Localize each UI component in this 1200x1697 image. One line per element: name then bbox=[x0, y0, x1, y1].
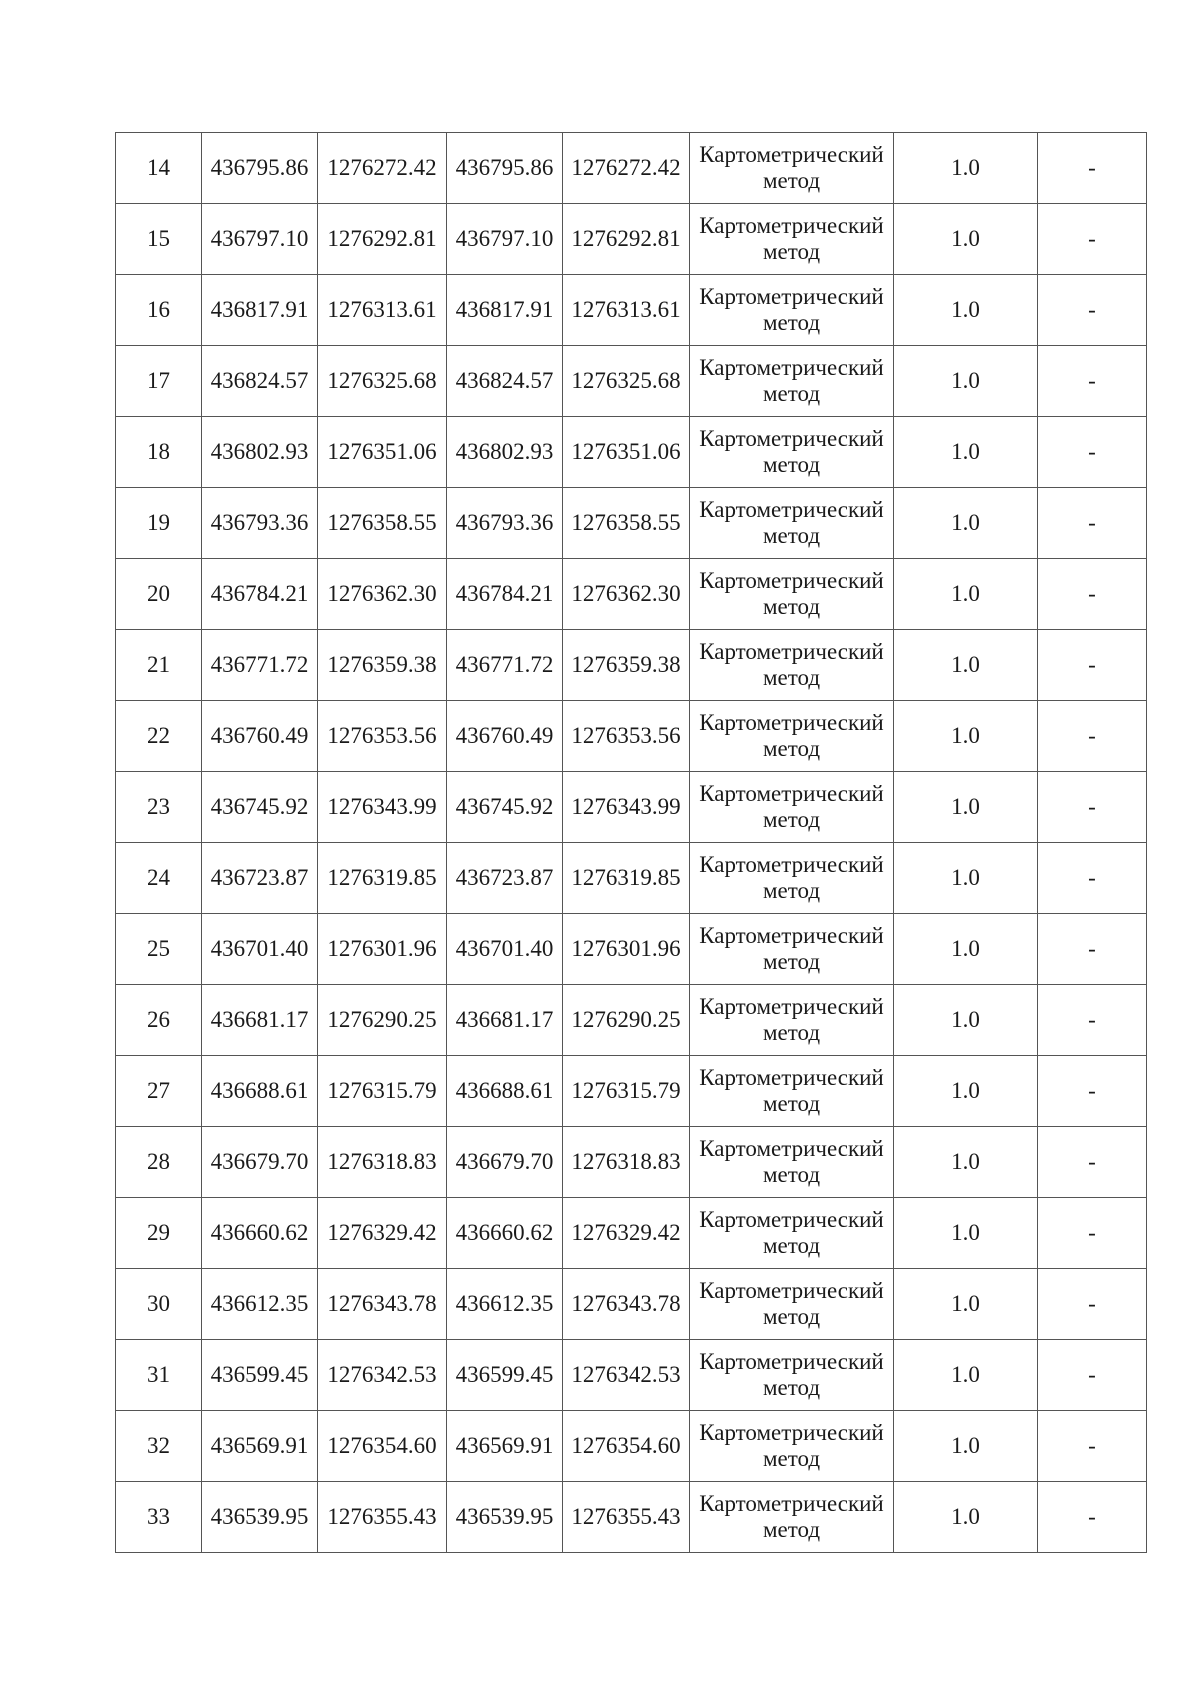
new-x-cell: 436701.40 bbox=[447, 914, 563, 985]
accuracy-cell: 1.0 bbox=[894, 772, 1038, 843]
description-cell: - bbox=[1038, 1198, 1147, 1269]
existing-y-cell: 1276359.38 bbox=[318, 630, 447, 701]
description-cell: - bbox=[1038, 1269, 1147, 1340]
description-cell: - bbox=[1038, 1340, 1147, 1411]
point-number-cell: 19 bbox=[116, 488, 202, 559]
new-y-cell: 1276325.68 bbox=[563, 346, 690, 417]
existing-y-cell: 1276355.43 bbox=[318, 1482, 447, 1553]
new-y-cell: 1276290.25 bbox=[563, 985, 690, 1056]
new-y-cell: 1276343.78 bbox=[563, 1269, 690, 1340]
existing-x-cell: 436723.87 bbox=[202, 843, 318, 914]
new-x-cell: 436539.95 bbox=[447, 1482, 563, 1553]
existing-y-cell: 1276354.60 bbox=[318, 1411, 447, 1482]
existing-y-cell: 1276292.81 bbox=[318, 204, 447, 275]
accuracy-cell: 1.0 bbox=[894, 1198, 1038, 1269]
description-cell: - bbox=[1038, 914, 1147, 985]
existing-x-cell: 436771.72 bbox=[202, 630, 318, 701]
method-line-2: метод bbox=[762, 1375, 821, 1400]
accuracy-cell: 1.0 bbox=[894, 1269, 1038, 1340]
method-cell bbox=[690, 630, 894, 701]
method-line-2: метод bbox=[762, 1304, 821, 1329]
method-line-1: Картометрический bbox=[699, 781, 884, 806]
new-y-cell: 1276342.53 bbox=[563, 1340, 690, 1411]
description-cell: - bbox=[1038, 346, 1147, 417]
existing-y-cell: 1276272.42 bbox=[318, 133, 447, 204]
existing-y-cell: 1276353.56 bbox=[318, 701, 447, 772]
method-line-1: Картометрический bbox=[699, 1136, 884, 1161]
new-x-cell: 436824.57 bbox=[447, 346, 563, 417]
accuracy-cell: 1.0 bbox=[894, 133, 1038, 204]
existing-y-cell: 1276343.78 bbox=[318, 1269, 447, 1340]
existing-x-cell: 436688.61 bbox=[202, 1056, 318, 1127]
method-cell bbox=[690, 1411, 894, 1482]
point-number-cell: 18 bbox=[116, 417, 202, 488]
table-row bbox=[116, 204, 1147, 275]
point-number-cell: 16 bbox=[116, 275, 202, 346]
existing-y-cell: 1276325.68 bbox=[318, 346, 447, 417]
existing-y-cell: 1276319.85 bbox=[318, 843, 447, 914]
existing-x-cell: 436797.10 bbox=[202, 204, 318, 275]
accuracy-cell: 1.0 bbox=[894, 1482, 1038, 1553]
accuracy-cell: 1.0 bbox=[894, 1411, 1038, 1482]
accuracy-cell: 1.0 bbox=[894, 559, 1038, 630]
table-row bbox=[116, 1056, 1147, 1127]
method-line-2: метод bbox=[762, 523, 821, 548]
point-number-cell: 31 bbox=[116, 1340, 202, 1411]
method-line-2: метод bbox=[762, 594, 821, 619]
existing-y-cell: 1276351.06 bbox=[318, 417, 447, 488]
existing-x-cell: 436679.70 bbox=[202, 1127, 318, 1198]
new-y-cell: 1276301.96 bbox=[563, 914, 690, 985]
method-line-2: метод bbox=[762, 381, 821, 406]
accuracy-cell: 1.0 bbox=[894, 701, 1038, 772]
existing-y-cell: 1276329.42 bbox=[318, 1198, 447, 1269]
existing-y-cell: 1276318.83 bbox=[318, 1127, 447, 1198]
existing-x-cell: 436599.45 bbox=[202, 1340, 318, 1411]
method-line-1: Картометрический bbox=[699, 284, 884, 309]
existing-x-cell: 436824.57 bbox=[202, 346, 318, 417]
new-x-cell: 436793.36 bbox=[447, 488, 563, 559]
method-cell bbox=[690, 417, 894, 488]
point-number-cell: 17 bbox=[116, 346, 202, 417]
table-row bbox=[116, 488, 1147, 559]
new-y-cell: 1276343.99 bbox=[563, 772, 690, 843]
point-number-cell: 30 bbox=[116, 1269, 202, 1340]
table-row bbox=[116, 630, 1147, 701]
table-row bbox=[116, 1411, 1147, 1482]
table-row bbox=[116, 985, 1147, 1056]
point-number-cell: 28 bbox=[116, 1127, 202, 1198]
description-cell: - bbox=[1038, 559, 1147, 630]
new-x-cell: 436599.45 bbox=[447, 1340, 563, 1411]
method-line-2: метод bbox=[762, 736, 821, 761]
method-line-2: метод bbox=[762, 1233, 821, 1258]
method-line-2: метод bbox=[762, 168, 821, 193]
description-cell: - bbox=[1038, 1411, 1147, 1482]
existing-y-cell: 1276342.53 bbox=[318, 1340, 447, 1411]
new-x-cell: 436660.62 bbox=[447, 1198, 563, 1269]
method-line-2: метод bbox=[762, 1091, 821, 1116]
accuracy-cell: 1.0 bbox=[894, 1127, 1038, 1198]
accuracy-cell: 1.0 bbox=[894, 1056, 1038, 1127]
point-number-cell: 26 bbox=[116, 985, 202, 1056]
existing-y-cell: 1276290.25 bbox=[318, 985, 447, 1056]
new-y-cell: 1276355.43 bbox=[563, 1482, 690, 1553]
existing-x-cell: 436793.36 bbox=[202, 488, 318, 559]
point-number-cell: 32 bbox=[116, 1411, 202, 1482]
description-cell: - bbox=[1038, 488, 1147, 559]
accuracy-cell: 1.0 bbox=[894, 1340, 1038, 1411]
new-x-cell: 436569.91 bbox=[447, 1411, 563, 1482]
method-line-2: метод bbox=[762, 665, 821, 690]
method-line-1: Картометрический bbox=[699, 213, 884, 238]
method-cell bbox=[690, 275, 894, 346]
point-number-cell: 27 bbox=[116, 1056, 202, 1127]
new-y-cell: 1276313.61 bbox=[563, 275, 690, 346]
method-line-1: Картометрический bbox=[699, 923, 884, 948]
new-y-cell: 1276351.06 bbox=[563, 417, 690, 488]
description-cell: - bbox=[1038, 204, 1147, 275]
table-row bbox=[116, 701, 1147, 772]
existing-x-cell: 436802.93 bbox=[202, 417, 318, 488]
method-line-1: Картометрический bbox=[699, 142, 884, 167]
description-cell: - bbox=[1038, 275, 1147, 346]
method-cell bbox=[690, 843, 894, 914]
new-x-cell: 436679.70 bbox=[447, 1127, 563, 1198]
method-line-1: Картометрический bbox=[699, 994, 884, 1019]
new-y-cell: 1276362.30 bbox=[563, 559, 690, 630]
method-line-1: Картометрический bbox=[699, 1491, 884, 1516]
table-row bbox=[116, 1482, 1147, 1553]
existing-y-cell: 1276313.61 bbox=[318, 275, 447, 346]
method-line-1: Картометрический bbox=[699, 568, 884, 593]
new-x-cell: 436681.17 bbox=[447, 985, 563, 1056]
method-line-1: Картометрический bbox=[699, 1065, 884, 1090]
description-cell: - bbox=[1038, 985, 1147, 1056]
method-line-1: Картометрический bbox=[699, 1207, 884, 1232]
method-cell bbox=[690, 772, 894, 843]
accuracy-cell: 1.0 bbox=[894, 488, 1038, 559]
method-cell bbox=[690, 1056, 894, 1127]
existing-y-cell: 1276301.96 bbox=[318, 914, 447, 985]
method-cell bbox=[690, 1198, 894, 1269]
existing-y-cell: 1276362.30 bbox=[318, 559, 447, 630]
method-cell bbox=[690, 1127, 894, 1198]
existing-x-cell: 436817.91 bbox=[202, 275, 318, 346]
method-cell bbox=[690, 914, 894, 985]
new-x-cell: 436802.93 bbox=[447, 417, 563, 488]
new-y-cell: 1276319.85 bbox=[563, 843, 690, 914]
point-number-cell: 33 bbox=[116, 1482, 202, 1553]
new-y-cell: 1276358.55 bbox=[563, 488, 690, 559]
accuracy-cell: 1.0 bbox=[894, 204, 1038, 275]
method-line-1: Картометрический bbox=[699, 710, 884, 735]
description-cell: - bbox=[1038, 1482, 1147, 1553]
accuracy-cell: 1.0 bbox=[894, 985, 1038, 1056]
existing-x-cell: 436660.62 bbox=[202, 1198, 318, 1269]
description-cell: - bbox=[1038, 843, 1147, 914]
description-cell: - bbox=[1038, 701, 1147, 772]
table-row bbox=[116, 275, 1147, 346]
point-number-cell: 23 bbox=[116, 772, 202, 843]
description-cell: - bbox=[1038, 1127, 1147, 1198]
table-row bbox=[116, 772, 1147, 843]
accuracy-cell: 1.0 bbox=[894, 843, 1038, 914]
new-y-cell: 1276272.42 bbox=[563, 133, 690, 204]
existing-x-cell: 436569.91 bbox=[202, 1411, 318, 1482]
new-x-cell: 436784.21 bbox=[447, 559, 563, 630]
description-cell: - bbox=[1038, 1056, 1147, 1127]
method-cell bbox=[690, 1269, 894, 1340]
new-x-cell: 436771.72 bbox=[447, 630, 563, 701]
method-line-1: Картометрический bbox=[699, 1278, 884, 1303]
method-line-1: Картометрический bbox=[699, 355, 884, 380]
table-row bbox=[116, 1198, 1147, 1269]
method-line-2: метод bbox=[762, 310, 821, 335]
new-x-cell: 436723.87 bbox=[447, 843, 563, 914]
point-number-cell: 21 bbox=[116, 630, 202, 701]
existing-x-cell: 436795.86 bbox=[202, 133, 318, 204]
table-row bbox=[116, 346, 1147, 417]
method-line-2: метод bbox=[762, 239, 821, 264]
method-line-2: метод bbox=[762, 1517, 821, 1542]
table-row bbox=[116, 843, 1147, 914]
method-line-1: Картометрический bbox=[699, 426, 884, 451]
accuracy-cell: 1.0 bbox=[894, 346, 1038, 417]
new-x-cell: 436612.35 bbox=[447, 1269, 563, 1340]
existing-x-cell: 436539.95 bbox=[202, 1482, 318, 1553]
method-cell bbox=[690, 985, 894, 1056]
existing-x-cell: 436745.92 bbox=[202, 772, 318, 843]
method-cell bbox=[690, 1340, 894, 1411]
method-line-2: метод bbox=[762, 949, 821, 974]
description-cell: - bbox=[1038, 630, 1147, 701]
existing-x-cell: 436701.40 bbox=[202, 914, 318, 985]
description-cell: - bbox=[1038, 417, 1147, 488]
point-number-cell: 20 bbox=[116, 559, 202, 630]
method-line-1: Картометрический bbox=[699, 639, 884, 664]
method-cell bbox=[690, 346, 894, 417]
method-cell bbox=[690, 701, 894, 772]
table-row bbox=[116, 133, 1147, 204]
new-x-cell: 436817.91 bbox=[447, 275, 563, 346]
table-row bbox=[116, 914, 1147, 985]
point-number-cell: 24 bbox=[116, 843, 202, 914]
new-x-cell: 436797.10 bbox=[447, 204, 563, 275]
table-row bbox=[116, 1269, 1147, 1340]
point-number-cell: 15 bbox=[116, 204, 202, 275]
method-line-2: метод bbox=[762, 807, 821, 832]
new-x-cell: 436745.92 bbox=[447, 772, 563, 843]
new-x-cell: 436688.61 bbox=[447, 1056, 563, 1127]
table-row bbox=[116, 559, 1147, 630]
method-line-1: Картометрический bbox=[699, 1420, 884, 1445]
method-line-1: Картометрический bbox=[699, 852, 884, 877]
method-line-1: Картометрический bbox=[699, 1349, 884, 1374]
table-row bbox=[116, 1340, 1147, 1411]
method-cell bbox=[690, 1482, 894, 1553]
point-number-cell: 22 bbox=[116, 701, 202, 772]
existing-x-cell: 436681.17 bbox=[202, 985, 318, 1056]
coordinates-table bbox=[115, 132, 1147, 1553]
method-line-2: метод bbox=[762, 1020, 821, 1045]
method-line-2: метод bbox=[762, 878, 821, 903]
new-y-cell: 1276318.83 bbox=[563, 1127, 690, 1198]
existing-y-cell: 1276315.79 bbox=[318, 1056, 447, 1127]
new-y-cell: 1276353.56 bbox=[563, 701, 690, 772]
point-number-cell: 25 bbox=[116, 914, 202, 985]
method-line-2: метод bbox=[762, 1162, 821, 1187]
new-x-cell: 436760.49 bbox=[447, 701, 563, 772]
new-y-cell: 1276315.79 bbox=[563, 1056, 690, 1127]
existing-y-cell: 1276343.99 bbox=[318, 772, 447, 843]
new-y-cell: 1276354.60 bbox=[563, 1411, 690, 1482]
method-cell bbox=[690, 204, 894, 275]
existing-y-cell: 1276358.55 bbox=[318, 488, 447, 559]
new-y-cell: 1276292.81 bbox=[563, 204, 690, 275]
description-cell: - bbox=[1038, 772, 1147, 843]
accuracy-cell: 1.0 bbox=[894, 275, 1038, 346]
new-y-cell: 1276329.42 bbox=[563, 1198, 690, 1269]
accuracy-cell: 1.0 bbox=[894, 630, 1038, 701]
method-cell bbox=[690, 559, 894, 630]
method-line-1: Картометрический bbox=[699, 497, 884, 522]
method-cell bbox=[690, 488, 894, 559]
method-line-2: метод bbox=[762, 1446, 821, 1471]
point-number-cell: 29 bbox=[116, 1198, 202, 1269]
method-cell bbox=[690, 133, 894, 204]
existing-x-cell: 436784.21 bbox=[202, 559, 318, 630]
table-row bbox=[116, 417, 1147, 488]
description-cell: - bbox=[1038, 133, 1147, 204]
table-row bbox=[116, 1127, 1147, 1198]
point-number-cell: 14 bbox=[116, 133, 202, 204]
existing-x-cell: 436760.49 bbox=[202, 701, 318, 772]
method-line-2: метод bbox=[762, 452, 821, 477]
accuracy-cell: 1.0 bbox=[894, 914, 1038, 985]
new-y-cell: 1276359.38 bbox=[563, 630, 690, 701]
new-x-cell: 436795.86 bbox=[447, 133, 563, 204]
existing-x-cell: 436612.35 bbox=[202, 1269, 318, 1340]
table-body bbox=[116, 133, 1147, 1553]
accuracy-cell: 1.0 bbox=[894, 417, 1038, 488]
